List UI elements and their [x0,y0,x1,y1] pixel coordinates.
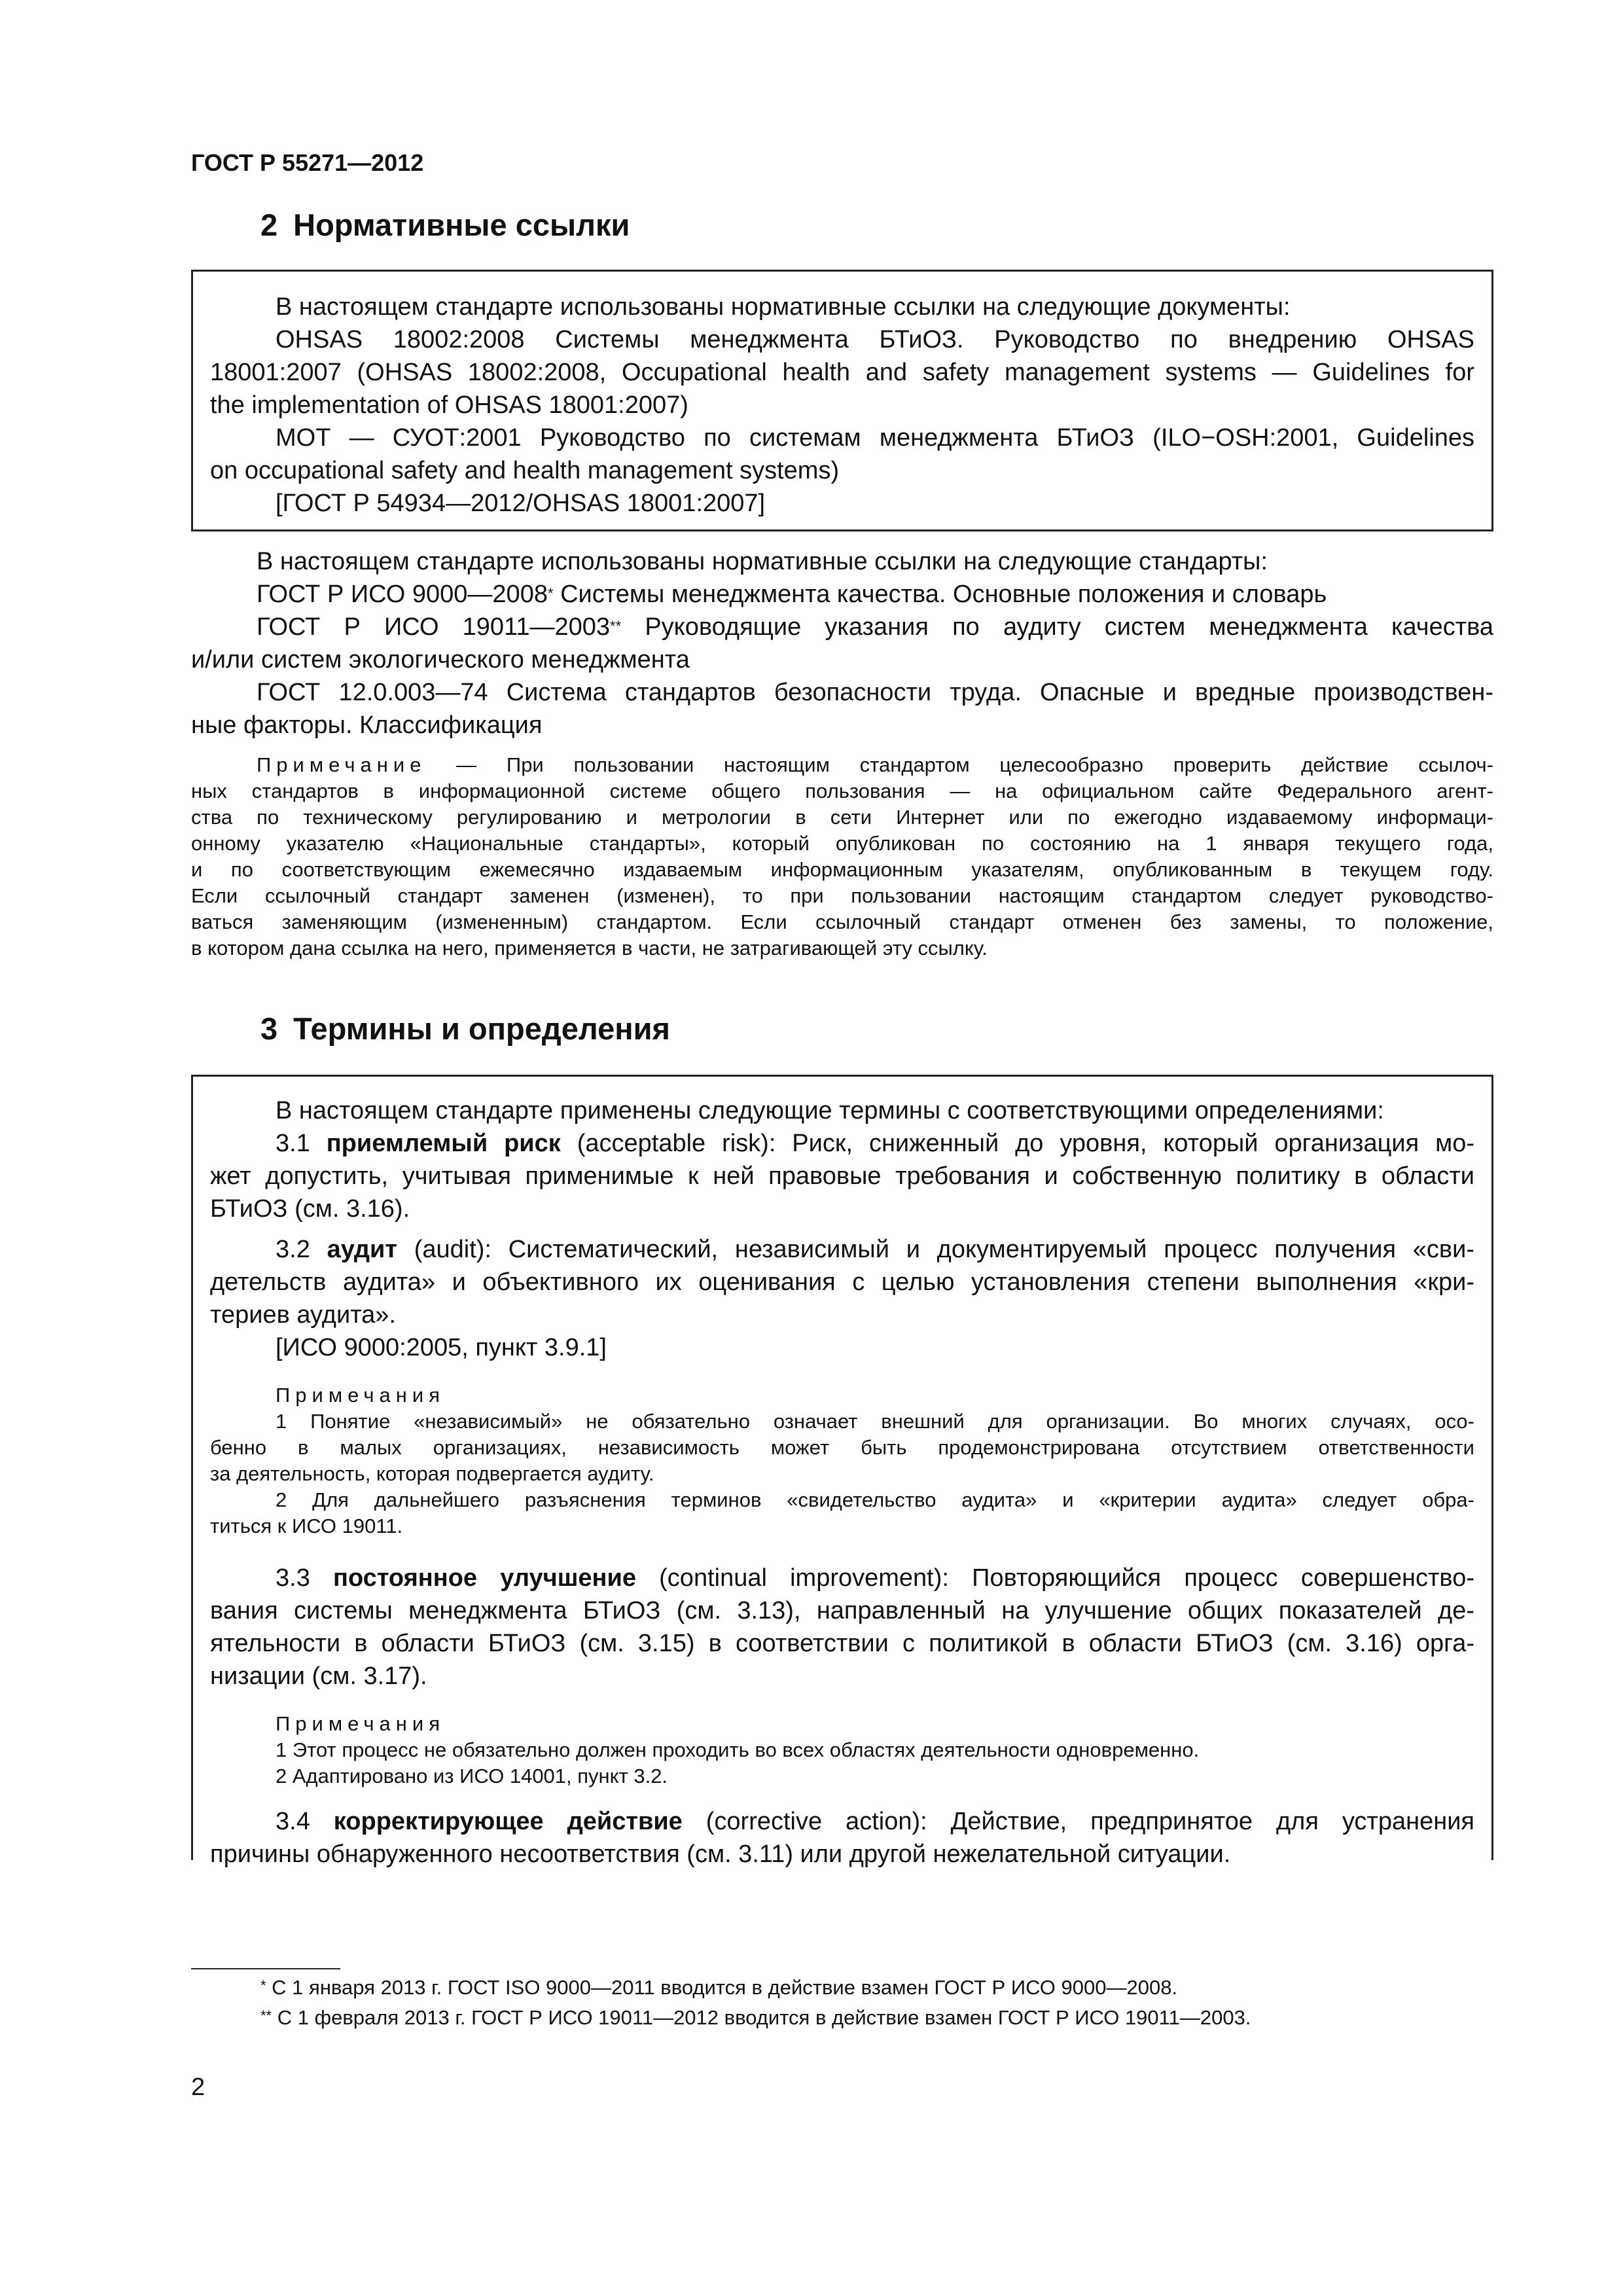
note-line: титься к ИСО 19011. [210,1515,403,1537]
body-line: ГОСТ Р ИСО 9000—2008* Системы менеджмента качества. Основные положения и словарь [257,581,1327,608]
note-line: онному указателю «Национальные стандарты», который опубликован по состоянию на 1 января текущего года, [191,832,1493,855]
notes-label: Примечания [276,1712,445,1735]
note-line: 2 Для дальнейшего разъяснения терминов «свидетельство аудита» и «критерии аудита» следует обра- [276,1488,1474,1511]
term-3-1: 3.1 приемлемый риск (acceptable risk): Риск, сниженный до уровня, который организация мо- [276,1130,1474,1157]
term-line: БТиОЗ (см. 3.16). [210,1195,410,1223]
term-reference: [ИСО 9000:2005, пункт 3.9.1] [276,1334,607,1361]
footnote-marker: ** [260,2007,272,2024]
box-line: 18001:2007 (OHSAS 18002:2008, Occupational health and safety management systems — Guidelines for [210,359,1474,386]
box-line: В настоящем стандарте использованы нормативные ссылки на следующие документы: [276,293,1291,321]
notes-label: Примечания [276,1384,445,1407]
body-line: ГОСТ Р ИСО 19011—2003** Руководящие указания по аудиту систем менеджмента качества [257,613,1493,641]
box-line: OHSAS 18002:2008 Системы менеджмента БТиОЗ. Руководство по внедрению OHSAS [276,326,1474,353]
term-name: приемлемый риск [326,1130,561,1157]
section-2-title: Нормативные ссылки [293,207,630,242]
page-number: 2 [191,2073,205,2101]
box-line: the implementation of OHSAS 18001:2007) [210,391,688,419]
note-line: Если ссылочный стандарт заменен (изменен), то при пользовании настоящим стандартом следует руководство- [191,884,1493,907]
body-line: ные факторы. Классификация [191,711,543,739]
note-line: и по соответствующим ежемесячно издаваемым информационным указателям, опубликованным в текущем году. [191,858,1493,881]
term-name: постоянное улучшение [333,1564,636,1592]
body-line: В настоящем стандарте использованы нормативные ссылки на следующие стандарты: [257,548,1268,575]
footnote-separator [191,1968,340,1969]
term-line: ятельности в области БТиОЗ (см. 3.15) в соответствии с политикой в области БТиОЗ (см. 3.16) орга- [210,1630,1474,1657]
term-line: териев аудита». [210,1301,396,1329]
section-3-heading [260,1011,670,1047]
term-line: вания системы менеджмента БТиОЗ (см. 3.13), направленный на улучшение общих показателей де- [210,1597,1474,1624]
terms-box [191,1075,1493,1868]
note-line: за деятельность, которая подвергается аудиту. [210,1462,654,1485]
body-line: ГОСТ 12.0.003—74 Система стандартов безопасности труда. Опасные и вредные производствен- [257,679,1493,706]
note-line: 1 Этот процесс не обязательно должен проходить во всех областях деятельности одновременно. [276,1738,1200,1761]
footnote-marker: ** [610,618,622,634]
term-line: низации (см. 3.17). [210,1662,427,1690]
term-line: жет допустить, учитывая применимые к ней правовые требования и собственную политику в области [210,1162,1474,1190]
footnote-marker: * [260,1977,266,1994]
note-line: ства по техническому регулированию и метрологии в сети Интернет или по ежегодно издаваемому информаци- [191,806,1493,829]
term-line: детельств аудита» и объективного их оценивания с целью установления степени выполнения «кри- [210,1268,1474,1296]
note-line: 2 Адаптировано из ИСО 14001, пункт 3.2. [276,1765,668,1787]
terms-intro: В настоящем стандарте применены следующие термины с соответствующими определениями: [276,1097,1384,1124]
term-3-3: 3.3 постоянное улучшение (continual improvement): Повторяющийся процесс совершенство- [276,1564,1474,1592]
term-name: аудит [327,1236,397,1263]
references-body [191,546,1493,742]
footnote-1: * С 1 января 2013 г. ГОСТ ISO 9000—2011 вводится в действие взамен ГОСТ Р ИСО 9000—2008. [260,1976,1178,1999]
note-line: ных стандартов в информационной системе общего пользования — на официальном сайте Федерального агент- [191,780,1493,802]
section-3-number: 3 [260,1011,278,1046]
section-2-number: 2 [260,207,278,242]
note-line: бенно в малых организациях, независимость может быть продемонстрирована отсутствием ответственности [210,1436,1474,1459]
note-line: в котором дана ссылка на него, применяется в части, не затрагивающей эту ссылку. [191,937,988,960]
box-reference: [ГОСТ Р 54934—2012/OHSAS 18001:2007] [276,490,766,517]
term-3-4: 3.4 корректирующее действие (corrective action): Действие, предпринятое для устранения [276,1808,1474,1835]
footnote-marker: * [547,585,554,601]
section-3-title: Термины и определения [293,1011,670,1046]
note-label: Примечание [257,753,427,776]
body-line: и/или систем экологического менеджмента [191,646,690,673]
note-line: Примечание — При пользовании настоящим стандартом целесообразно проверить действие ссылоч- [257,753,1493,776]
footnote-2: ** С 1 февраля 2013 г. ГОСТ Р ИСО 19011—2012 вводится в действие взамен ГОСТ Р ИСО 19011—2003. [260,2006,1251,2029]
box-line: on occupational safety and health management systems) [210,457,840,484]
note-line: ваться заменяющим (измененным) стандартом. Если ссылочный стандарт отменен без замены, то положение, [191,910,1493,933]
term-3-2: 3.2 аудит (audit): Систематический, независимый и документируемый процесс получения «сви- [276,1236,1474,1263]
note-line: 1 Понятие «независимый» не обязательно означает внешний для организации. Во многих случаях, осо- [276,1410,1474,1433]
references-note [191,753,1493,975]
term-name: корректирующее действие [333,1808,683,1835]
section-2-heading [260,207,630,243]
document-header: ГОСТ Р 55271—2012 [191,149,424,176]
references-box [191,270,1493,531]
term-line: причины обнаруженного несоответствия (см. 3.11) или другой нежелательной ситуации. [210,1840,1231,1868]
box-line: МОТ — СУОТ:2001 Руководство по системам менеджмента БТиОЗ (ILO−OSH:2001, Guidelines [276,424,1474,452]
